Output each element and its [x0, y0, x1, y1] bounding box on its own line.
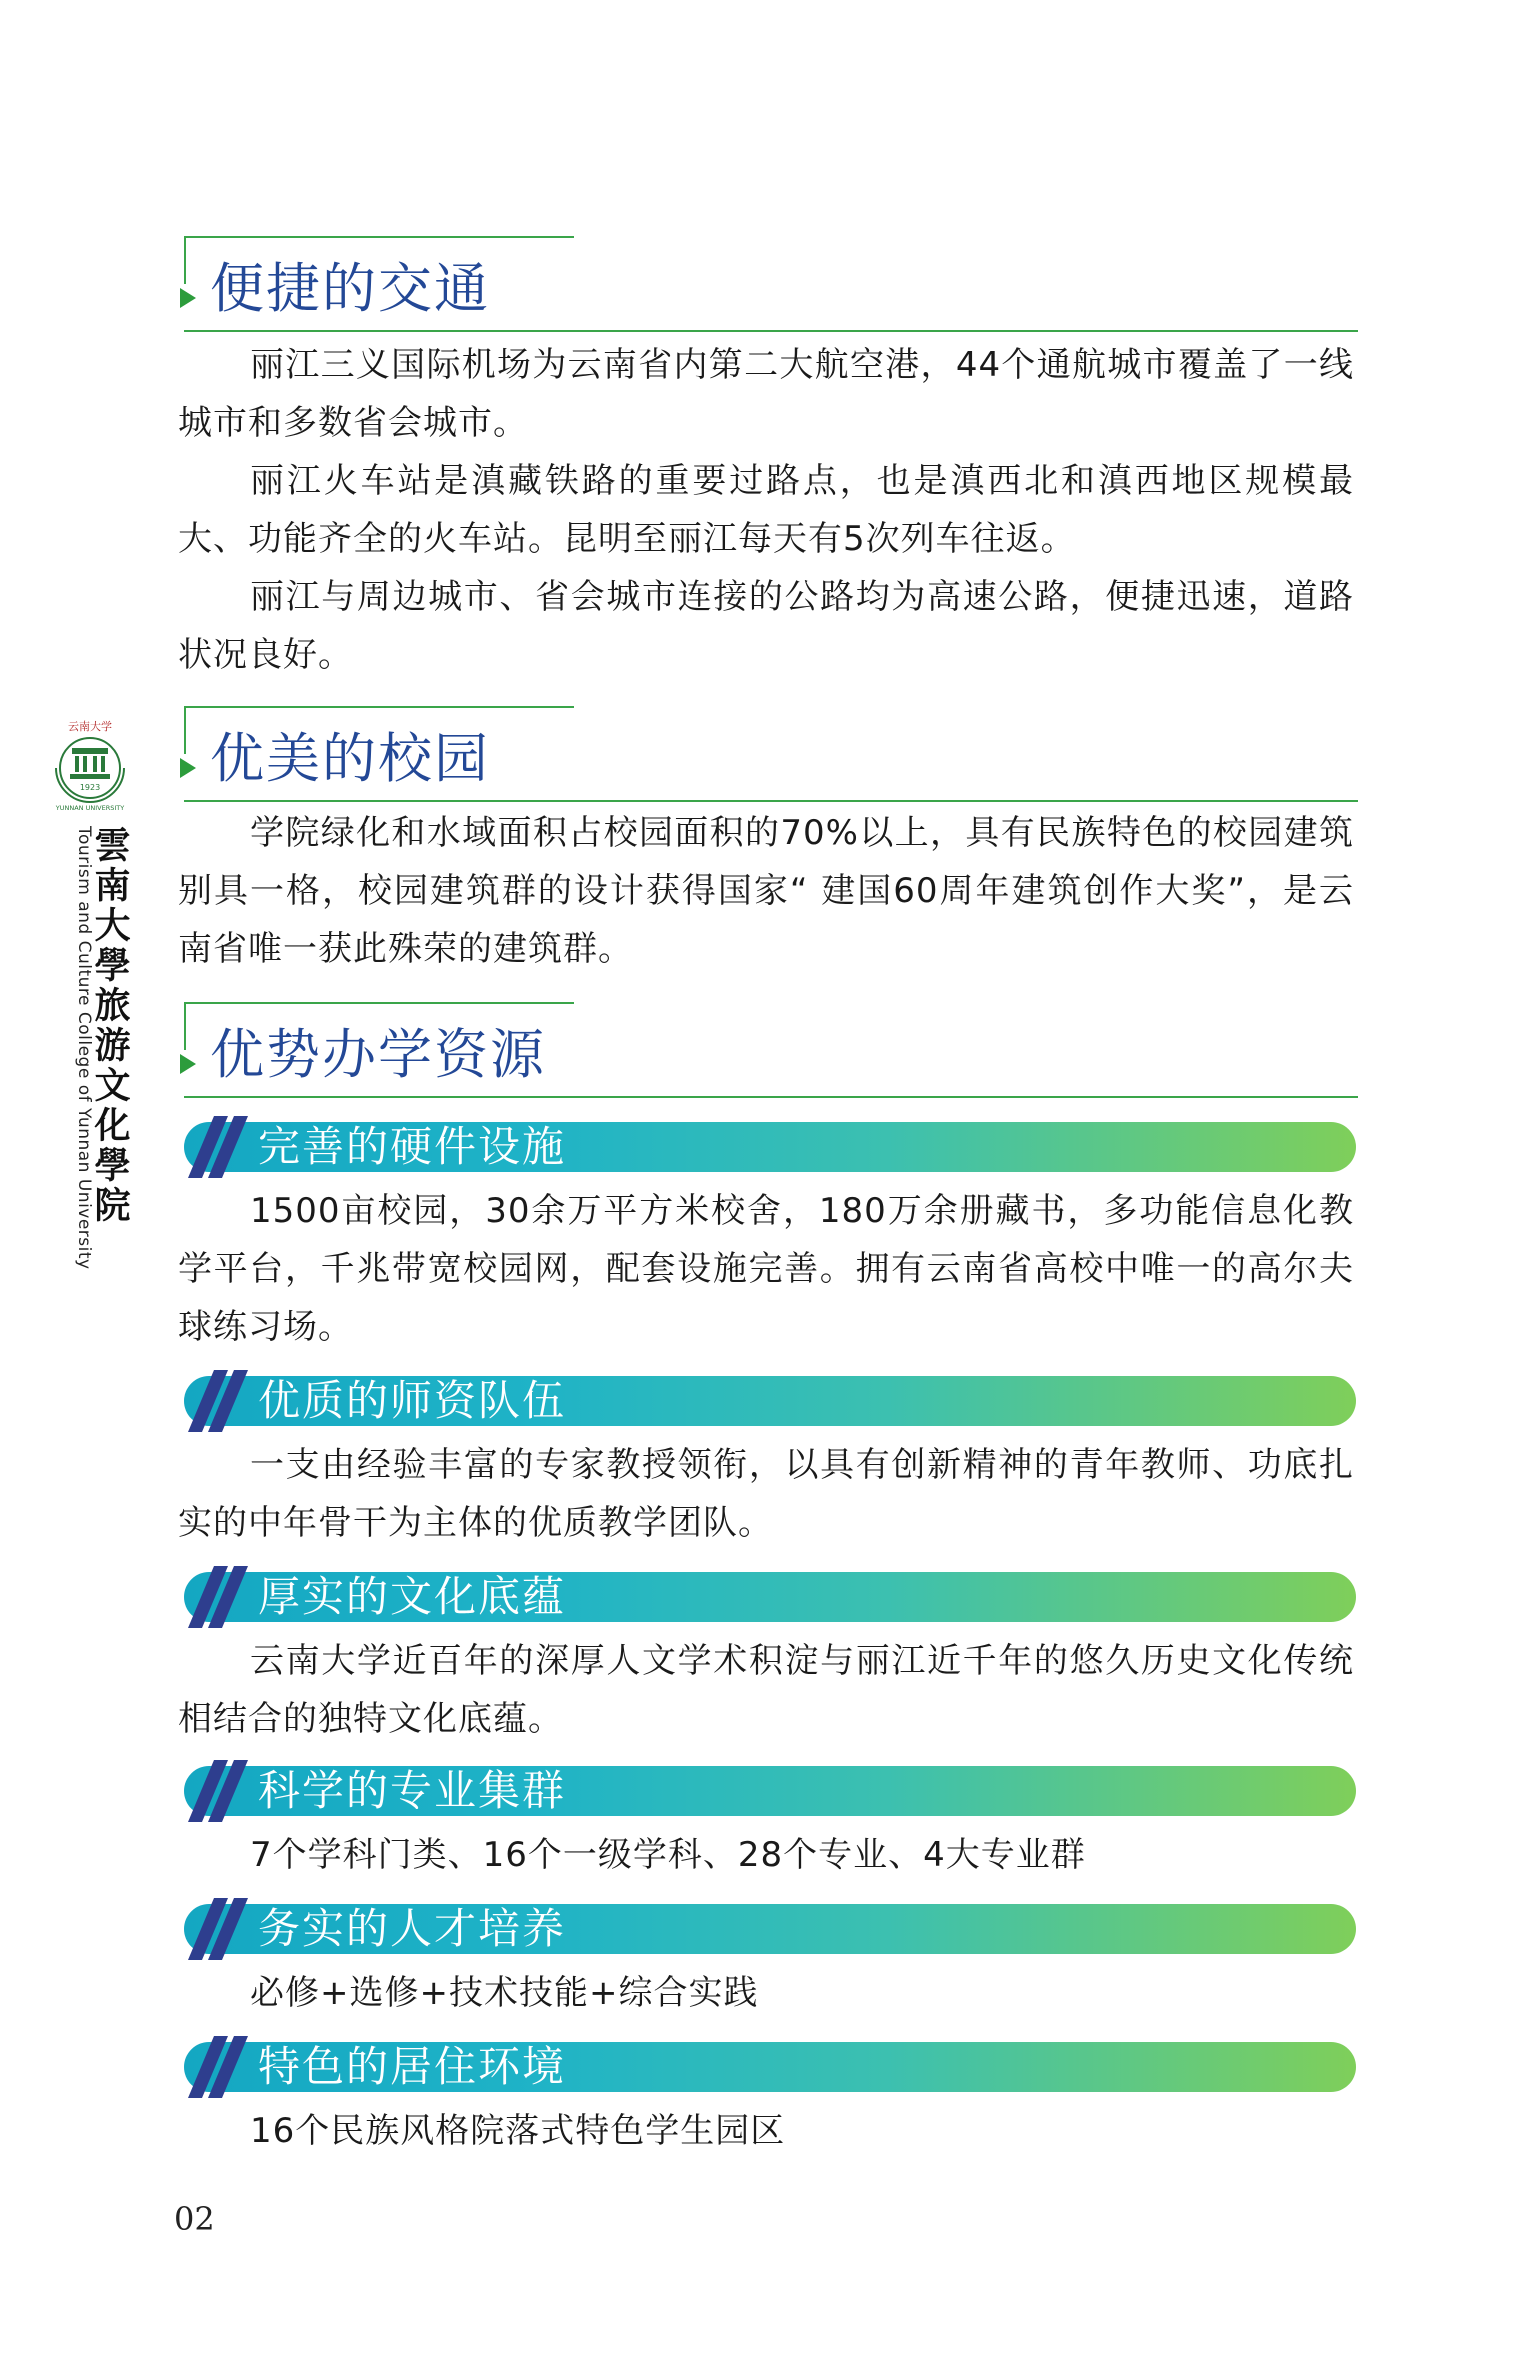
subheading-label: 厚实的文化底蕴	[258, 1572, 567, 1621]
subheading-faculty	[176, 1376, 1356, 1426]
subheading-label: 优质的师资队伍	[258, 1376, 567, 1425]
university-emblem-icon	[48, 718, 132, 818]
subheading-hardware	[176, 1122, 1356, 1172]
double-chevron-icon	[188, 1566, 252, 1628]
subheading-label: 特色的居住环境	[258, 2042, 567, 2091]
section-heading-transport	[176, 236, 1356, 332]
subheading-label: 完善的硬件设施	[258, 1122, 567, 1171]
double-chevron-icon	[188, 1116, 252, 1178]
subheading-disciplines	[176, 1766, 1356, 1816]
transport-paragraph-train: 丽江火车站是滇藏铁路的重要过路点，也是滇西北和滇西地区规模最大、功能齐全的火车站。昆明至丽江每天有5次列车往返。	[178, 461, 1354, 559]
subheading-training	[176, 1904, 1356, 1954]
emblem-top-text: 云南大学	[68, 720, 112, 733]
double-chevron-icon	[188, 1898, 252, 1960]
emblem-ring-text: YUNNAN UNIVERSITY	[55, 804, 125, 812]
section-heading-resources	[176, 1002, 1356, 1098]
subheading-label: 务实的人才培养	[258, 1904, 567, 1953]
subheading-housing	[176, 2042, 1356, 2092]
emblem-year: 1923	[79, 783, 101, 792]
double-chevron-icon	[188, 2036, 252, 2098]
section-title: 优势办学资源	[210, 1023, 546, 1086]
section-heading-campus	[176, 706, 1356, 802]
arrow-icon	[180, 288, 196, 308]
culture-paragraph: 云南大学近百年的深厚人文学术积淀与丽江近千年的悠久历史文化传统相结合的独特文化底蕴。	[178, 1641, 1354, 1739]
double-chevron-icon	[188, 1370, 252, 1432]
hardware-paragraph: 1500亩校园，30余万平方米校舍，180万余册藏书，多功能信息化教学平台，千兆带宽校园网，配套设施完善。拥有云南省高校中唯一的高尔夫球练习场。	[178, 1191, 1354, 1347]
arrow-icon	[180, 1054, 196, 1074]
college-logo	[40, 718, 140, 1270]
double-chevron-icon	[188, 1760, 252, 1822]
housing-paragraph: 16个民族风格院落式特色学生园区	[250, 2111, 786, 2151]
subheading-culture	[176, 1572, 1356, 1622]
disciplines-paragraph: 7个学科门类、16个一级学科、28个专业、4大专业群	[250, 1835, 1086, 1875]
college-name-en: Tourism and Culture College of Yunnan University	[74, 826, 94, 1270]
transport-paragraph-airport: 丽江三义国际机场为云南省内第二大航空港，44个通航城市覆盖了一线城市和多数省会城市。	[178, 345, 1354, 443]
college-name-cn: 雲南大學旅游文化學院	[89, 826, 131, 1226]
section-title: 便捷的交通	[210, 257, 490, 320]
training-paragraph: 必修+选修+技术技能+综合实践	[250, 1973, 759, 2013]
arrow-icon	[180, 758, 196, 778]
subheading-label: 科学的专业集群	[258, 1766, 567, 1815]
campus-paragraph: 学院绿化和水域面积占校园面积的70%以上，具有民族特色的校园建筑别具一格，校园建筑群的设计获得国家“ 建国60周年建筑创作大奖”，是云南省唯一获此殊荣的建筑群。	[178, 813, 1354, 969]
transport-paragraph-road: 丽江与周边城市、省会城市连接的公路均为高速公路，便捷迅速，道路状况良好。	[178, 577, 1354, 675]
faculty-paragraph: 一支由经验丰富的专家教授领衔，以具有创新精神的青年教师、功底扎实的中年骨干为主体的优质教学团队。	[178, 1445, 1354, 1543]
section-title: 优美的校园	[210, 727, 490, 790]
page-number: 02	[174, 2200, 215, 2238]
